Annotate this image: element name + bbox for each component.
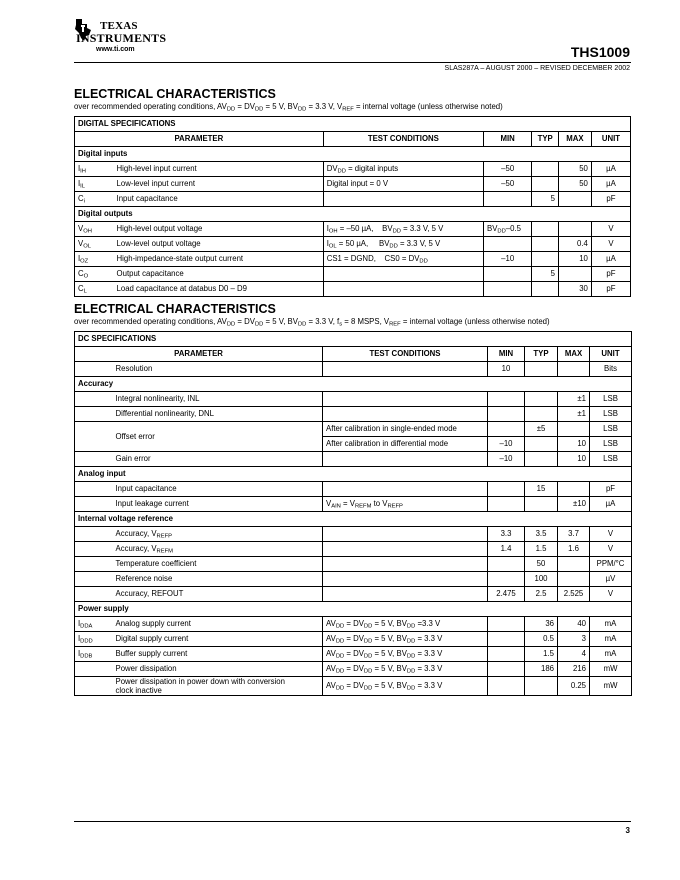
min-value: –50 xyxy=(484,177,532,192)
test-condition: $AV_{DD} = DV_{DD} = 5$ V, $BV_{DD} = 3.3$ V xyxy=(323,677,488,696)
digital-specifications-section xyxy=(74,87,631,297)
unit: µA xyxy=(591,162,630,177)
max-value xyxy=(558,557,590,572)
unit: µA xyxy=(591,177,630,192)
table-row xyxy=(75,482,632,497)
symbol-iddd: $I_{DDD}$ xyxy=(75,632,113,647)
table-row xyxy=(75,677,632,696)
max-value: ±10 xyxy=(558,497,590,512)
group-internal-voltage-reference: Internal voltage reference xyxy=(75,512,632,527)
table-row xyxy=(75,162,631,177)
test-condition: Digital input = 0 V xyxy=(323,177,483,192)
min-value: –10 xyxy=(484,252,532,267)
max-value: 50 xyxy=(559,162,592,177)
param-name: Accuracy, $V_{REFP}$ xyxy=(113,527,323,542)
test-condition: $I_{OH} = -50$ µA, $BV_{DD} = 3.3$ V, 5 V xyxy=(323,222,483,237)
max-value xyxy=(559,267,592,282)
param-name: Input capacitance xyxy=(114,192,324,207)
max-value: 30 xyxy=(559,282,592,297)
max-value xyxy=(558,572,590,587)
section-subtitle: over recommended operating conditions, $AV_{DD} = DV_{DD} = 5$ V, $BV_{DD} = 3.3$ V, $V_{REF}$ = internal voltage (unless otherwise noted) xyxy=(74,102,503,113)
symbol-iddb: $I_{DDB}$ xyxy=(75,647,113,662)
col-header-parameter: PARAMETER xyxy=(75,347,323,362)
typ-value: 5 xyxy=(532,192,559,207)
unit: mA xyxy=(590,632,632,647)
col-header-min: MIN xyxy=(488,347,525,362)
param-name: Gain error xyxy=(113,452,323,467)
param-name-line2: clock inactive xyxy=(115,686,162,695)
unit: mA xyxy=(590,647,632,662)
unit: PPM/°C xyxy=(590,557,632,572)
min-value xyxy=(484,282,532,297)
min-value xyxy=(488,557,525,572)
ti-logo xyxy=(74,18,184,62)
param-name: High-impedance-state output current xyxy=(114,252,324,267)
param-name: Buffer supply current xyxy=(113,647,323,662)
param-name: Input capacitance xyxy=(113,482,323,497)
col-header-max: MAX xyxy=(558,347,590,362)
table-row xyxy=(75,452,632,467)
max-value xyxy=(559,222,592,237)
typ-value xyxy=(532,222,559,237)
typ-value: 2.5 xyxy=(525,587,558,602)
max-value: 216 xyxy=(558,662,590,677)
typ-value: 50 xyxy=(525,557,558,572)
table-row xyxy=(75,497,632,512)
dc-specs-table xyxy=(74,331,632,696)
logo-text-texas: TEXAS xyxy=(100,20,138,32)
group-digital-inputs: Digital inputs xyxy=(75,147,631,162)
min-value: –50 xyxy=(484,162,532,177)
test-condition: After calibration in differential mode xyxy=(323,437,488,452)
unit: V xyxy=(590,527,632,542)
test-condition: $DV_{DD}$ = digital inputs xyxy=(323,162,483,177)
unit: pF xyxy=(591,282,630,297)
document-info: SLAS287A – AUGUST 2000 – REVISED DECEMBER 2002 xyxy=(444,65,630,72)
min-value: 2.475 xyxy=(488,587,525,602)
table-title: DIGITAL SPECIFICATIONS xyxy=(75,117,631,132)
section-subtitle: over recommended operating conditions, $AV_{DD} = DV_{DD} = 5$ V, $BV_{DD} = 3.3$ V, $f_s = 8$ MSPS, $V_{REF}$ = internal voltage (unless otherwise noted) xyxy=(74,317,550,328)
group-digital-outputs: Digital outputs xyxy=(75,207,631,222)
param-name: Reference noise xyxy=(113,572,323,587)
test-condition: CS1 = DGND, $CS0 = DV_{DD}$ xyxy=(323,252,483,267)
table-row xyxy=(75,632,632,647)
table-row xyxy=(75,572,632,587)
table-row xyxy=(75,267,631,282)
group-power-supply: Power supply xyxy=(75,602,632,617)
max-value: 4 xyxy=(558,647,590,662)
unit: mW xyxy=(590,677,632,696)
param-name: Power dissipation xyxy=(113,662,323,677)
param-name: Accuracy, REFOUT xyxy=(113,587,323,602)
symbol-ci: $C_i$ xyxy=(75,192,114,207)
unit: V xyxy=(590,542,632,557)
typ-value xyxy=(532,252,559,267)
symbol-co: $C_O$ xyxy=(75,267,114,282)
table-row xyxy=(75,407,632,422)
col-header-unit: UNIT xyxy=(590,347,632,362)
unit: mW xyxy=(590,662,632,677)
max-value: ±1 xyxy=(558,392,590,407)
min-value: 3.3 xyxy=(488,527,525,542)
min-value: 10 xyxy=(488,362,525,377)
header-divider xyxy=(74,62,631,63)
col-header-typ: TYP xyxy=(525,347,558,362)
param-name: High-level output voltage xyxy=(114,222,324,237)
max-value xyxy=(559,192,592,207)
col-header-typ: TYP xyxy=(532,132,559,147)
dc-specifications-section xyxy=(74,302,631,696)
logo-text-instruments: INSTRUMENTS xyxy=(76,31,167,45)
param-name: Low-level input current xyxy=(114,177,324,192)
max-value: 0.4 xyxy=(559,237,592,252)
max-value: 40 xyxy=(558,617,590,632)
table-row xyxy=(75,542,632,557)
unit: µV xyxy=(590,572,632,587)
param-name: Accuracy, $V_{REFM}$ xyxy=(113,542,323,557)
min-value xyxy=(488,572,525,587)
typ-value xyxy=(532,237,559,252)
unit: V xyxy=(591,237,630,252)
test-condition: $V_{AIN} = V_{REFM}$ to $V_{REFP}$ xyxy=(323,497,488,512)
typ-value: 5 xyxy=(532,267,559,282)
max-value: 10 xyxy=(558,452,590,467)
max-value: 3.7 xyxy=(558,527,590,542)
col-header-test-conditions: TEST CONDITIONS xyxy=(323,347,488,362)
page-number: 3 xyxy=(625,826,630,835)
digital-specs-table xyxy=(74,116,631,297)
param-name xyxy=(113,677,323,696)
table-row xyxy=(75,237,631,252)
max-value: 3 xyxy=(558,632,590,647)
symbol-iil: $I_{IL}$ xyxy=(75,177,114,192)
symbol-iih: $I_{IH}$ xyxy=(75,162,114,177)
col-header-test-conditions: TEST CONDITIONS xyxy=(323,132,483,147)
test-condition: $AV_{DD} = DV_{DD} = 5$ V, $BV_{DD} = 3.3$ V xyxy=(323,647,488,662)
max-value: 1.6 xyxy=(558,542,590,557)
param-name: Low-level output voltage xyxy=(114,237,324,252)
col-header-unit: UNIT xyxy=(591,132,630,147)
min-value: –10 xyxy=(488,452,525,467)
param-name: Analog supply current xyxy=(113,617,323,632)
min-value: –10 xyxy=(488,437,525,452)
symbol-idda: $I_{DDA}$ xyxy=(75,617,113,632)
param-name: Differential nonlinearity, DNL xyxy=(113,407,323,422)
group-accuracy: Accuracy xyxy=(75,377,632,392)
unit: Bits xyxy=(590,362,632,377)
table-row xyxy=(75,282,631,297)
typ-value: 15 xyxy=(525,482,558,497)
table-row xyxy=(75,527,632,542)
typ-value xyxy=(532,282,559,297)
param-name-line1: Power dissipation in power down with conversion xyxy=(115,677,285,686)
logo-url[interactable]: www.ti.com xyxy=(96,46,135,53)
param-name: Temperature coefficient xyxy=(113,557,323,572)
max-value: 2.525 xyxy=(558,587,590,602)
table-row xyxy=(75,422,632,437)
typ-value: 1.5 xyxy=(525,542,558,557)
unit: µA xyxy=(591,252,630,267)
symbol-voh: $V_{OH}$ xyxy=(75,222,114,237)
group-analog-input: Analog input xyxy=(75,467,632,482)
param-name: Input leakage current xyxy=(113,497,323,512)
symbol-ioz: $I_{OZ}$ xyxy=(75,252,114,267)
unit: pF xyxy=(590,482,632,497)
typ-value xyxy=(532,162,559,177)
symbol-vol: $V_{OL}$ xyxy=(75,237,114,252)
section-title: ELECTRICAL CHARACTERISTICS xyxy=(74,87,276,101)
table-row xyxy=(75,587,632,602)
unit: LSB xyxy=(590,407,632,422)
unit: V xyxy=(591,222,630,237)
param-name: Offset error xyxy=(113,422,323,452)
param-name: Resolution xyxy=(113,362,323,377)
unit: LSB xyxy=(590,422,632,437)
unit: LSB xyxy=(590,392,632,407)
max-value: 10 xyxy=(558,437,590,452)
max-value: 0.25 xyxy=(558,677,590,696)
col-header-min: MIN xyxy=(484,132,532,147)
col-header-max: MAX xyxy=(559,132,592,147)
table-row xyxy=(75,222,631,237)
param-name: Output capacitance xyxy=(114,267,324,282)
symbol-cl: $C_L$ xyxy=(75,282,114,297)
typ-value xyxy=(532,177,559,192)
unit: µA xyxy=(590,497,632,512)
min-value xyxy=(484,192,532,207)
test-condition xyxy=(323,192,483,207)
min-value xyxy=(484,237,532,252)
table-row xyxy=(75,252,631,267)
test-condition: $AV_{DD} = DV_{DD} = 5$ V, $BV_{DD} =3.3$ V xyxy=(323,617,488,632)
col-header-parameter: PARAMETER xyxy=(75,132,324,147)
test-condition: $I_{OL} = 50$ µA, $BV_{DD} = 3.3$ V, 5 V xyxy=(323,237,483,252)
part-number: THS1009 xyxy=(570,44,630,60)
table-row xyxy=(75,192,631,207)
typ-value: 186 xyxy=(525,662,558,677)
table-row xyxy=(75,647,632,662)
unit: LSB xyxy=(590,437,632,452)
test-condition: $AV_{DD} = DV_{DD} = 5$ V, $BV_{DD} = 3.3$ V xyxy=(323,632,488,647)
typ-value: 100 xyxy=(525,572,558,587)
param-name: Digital supply current xyxy=(113,632,323,647)
footer-divider xyxy=(74,821,631,822)
test-condition xyxy=(323,282,483,297)
table-row xyxy=(75,557,632,572)
typ-value: ±5 xyxy=(525,422,558,437)
param-name: High-level input current xyxy=(114,162,324,177)
table-row xyxy=(75,617,632,632)
min-value: $BV_{DD}-0.5$ xyxy=(484,222,532,237)
test-condition: After calibration in single-ended mode xyxy=(323,422,488,437)
unit: mA xyxy=(590,617,632,632)
table-title: DC SPECIFICATIONS xyxy=(75,332,632,347)
param-name: Load capacitance at databus D0 – D9 xyxy=(114,282,324,297)
unit: pF xyxy=(591,267,630,282)
table-row xyxy=(75,177,631,192)
max-value: 10 xyxy=(559,252,592,267)
unit: V xyxy=(590,587,632,602)
table-row xyxy=(75,362,632,377)
test-condition xyxy=(323,267,483,282)
test-condition: $AV_{DD} = DV_{DD} = 5$ V, $BV_{DD} = 3.3$ V xyxy=(323,662,488,677)
table-row xyxy=(75,662,632,677)
typ-value: 3.5 xyxy=(525,527,558,542)
unit: pF xyxy=(591,192,630,207)
min-value: 1.4 xyxy=(488,542,525,557)
typ-value: 36 xyxy=(525,617,558,632)
min-value xyxy=(484,267,532,282)
typ-value: 0.5 xyxy=(525,632,558,647)
param-name: Integral nonlinearity, INL xyxy=(113,392,323,407)
typ-value: 1.5 xyxy=(525,647,558,662)
table-row xyxy=(75,392,632,407)
unit: LSB xyxy=(590,452,632,467)
max-value: ±1 xyxy=(558,407,590,422)
section-title: ELECTRICAL CHARACTERISTICS xyxy=(74,302,276,316)
max-value: 50 xyxy=(559,177,592,192)
